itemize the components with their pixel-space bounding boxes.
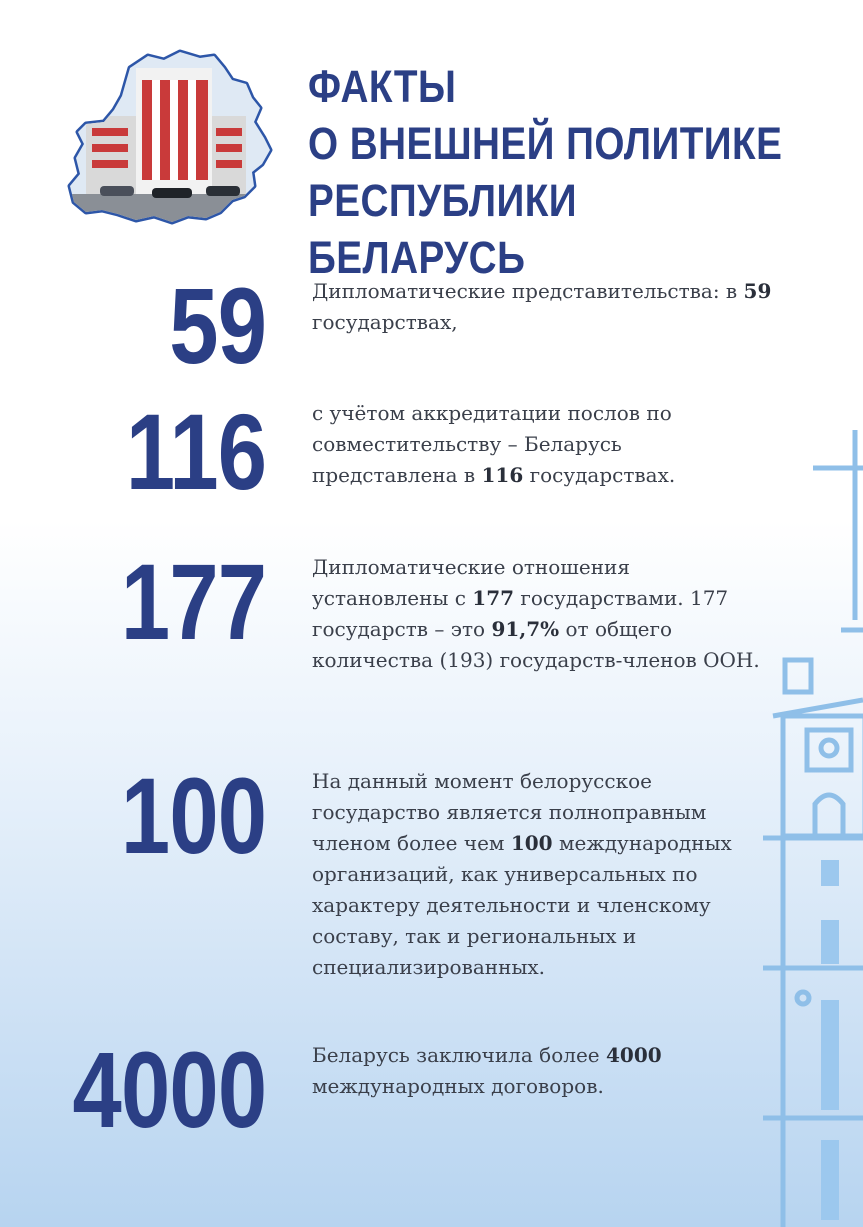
text-part-bold: 100 (510, 831, 553, 855)
tower-silhouette-icon (763, 420, 863, 1227)
text-part: международных организаций, как универсальных по характеру деятельности и членскому составу, так и региональных и специализированных. (312, 831, 732, 979)
text-part-bold: 116 (481, 463, 524, 487)
fact-text (312, 1040, 772, 1102)
belarus-map-building-icon (56, 46, 276, 230)
title-line: РЕСПУБЛИКИ БЕЛАРУСЬ (308, 175, 578, 283)
text-part-bold: 4000 (605, 1043, 662, 1067)
text-part: от общего количества (193) государств-членов ООН. (312, 617, 760, 672)
text-part: международных договоров. (312, 1074, 604, 1098)
fact-number: 59 (169, 265, 266, 386)
text-part-bold: 177 (472, 586, 515, 610)
text-part-bold: 91,7% (491, 617, 560, 641)
fact-text (312, 552, 772, 676)
text-part: государствами. 177 государств – это (312, 586, 729, 641)
fact-number: 177 (120, 541, 266, 662)
fact-number: 4000 (72, 1029, 266, 1150)
fact-number: 100 (120, 755, 266, 876)
text-part-bold: 59 (743, 279, 772, 303)
fact-text (312, 766, 772, 983)
text-part: с учётом аккредитации послов по совместительству – Беларусь представлена в (312, 401, 672, 487)
fact-text (312, 276, 772, 338)
text-part: На данный момент белорусское государство является полноправным членом более чем (312, 769, 707, 855)
title-line: О ВНЕШНЕЙ ПОЛИТИКЕ (308, 118, 783, 169)
text-part: Дипломатические представительства: в (312, 279, 744, 303)
text-part: государствах. (523, 463, 676, 487)
text-part: государствах, (312, 310, 458, 334)
page-title (308, 58, 785, 286)
fact-text (312, 398, 772, 491)
title-line: ФАКТЫ (308, 61, 457, 112)
text-part: Беларусь заключила более (312, 1043, 606, 1067)
fact-number: 116 (125, 391, 266, 512)
text-part: Дипломатические отношения установлены с (312, 555, 631, 610)
